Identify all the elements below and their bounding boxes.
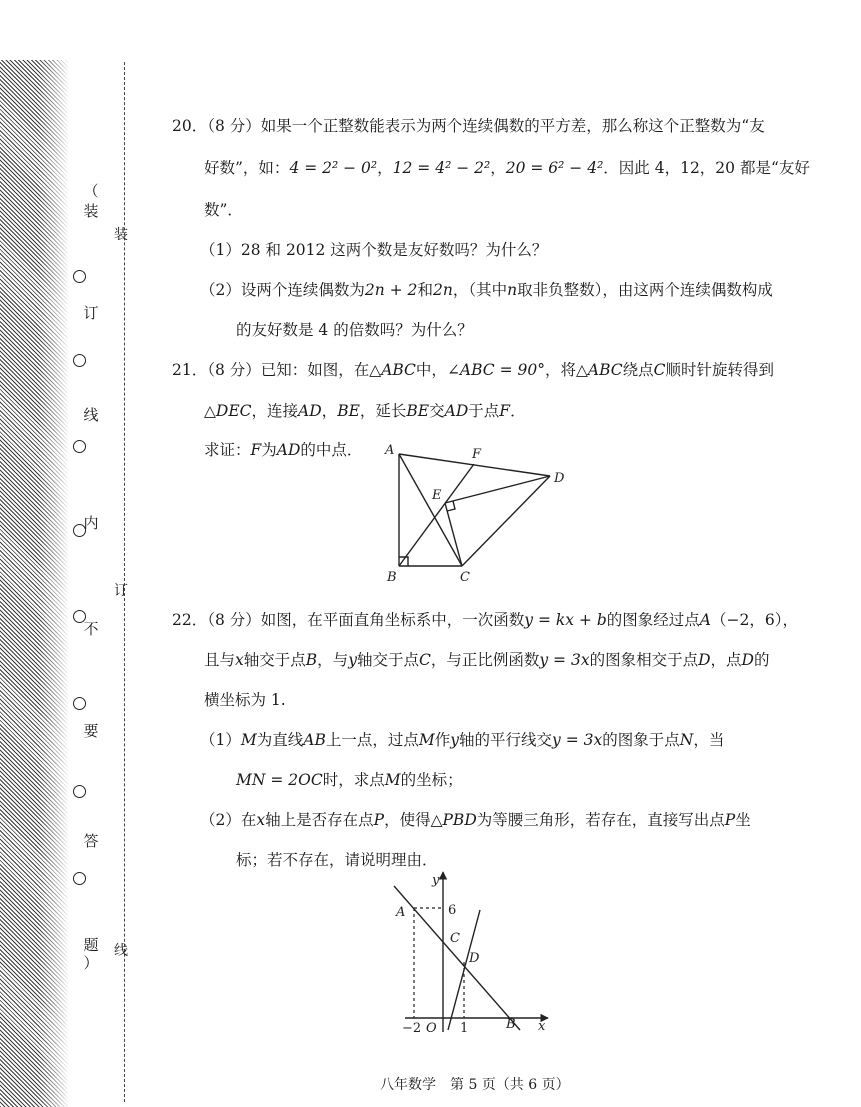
- cut-line-char: 装: [114, 227, 128, 243]
- graph-tick-6: 6: [448, 903, 457, 918]
- graph-label-y: y: [432, 873, 440, 888]
- cut-line-char: 订: [114, 583, 128, 599]
- binding-hole: [73, 872, 86, 885]
- line-ab: [394, 886, 520, 1030]
- graph-label-d: D: [469, 951, 480, 966]
- graph-tick-1: 1: [460, 1021, 469, 1036]
- q21-triangle-figure: [370, 436, 580, 588]
- binding-char: 题: [83, 936, 99, 954]
- binding-char: 不: [83, 620, 99, 638]
- q20-line2: 好数”，如：4 = 2² − 0²，12 = 4² − 2²，20 = 6² − 4²．因此 4，12，20 都是“友好: [204, 159, 810, 177]
- q22-part1-line2: MN = 2OC时，求点M的坐标；: [236, 771, 463, 789]
- binding-hole: [73, 270, 86, 283]
- page-footer: 八年数学 第 5 页（共 6 页）: [380, 1077, 570, 1093]
- q20-part1: （1）28 和 2012 这两个数是友好数吗？为什么？: [200, 241, 548, 259]
- q20-part2: （2）设两个连续偶数为2n + 2和2n，（其中n取非负整数），由这两个连续偶数构成: [200, 281, 773, 299]
- q20-eq3: 20 = 6² − 4²: [505, 159, 604, 177]
- binding-char: 内: [83, 514, 99, 532]
- q20-eq2: 12 = 4² − 2²: [392, 159, 491, 177]
- q22-line3: 横坐标为 1.: [204, 691, 286, 709]
- binding-open-paren: （: [83, 182, 99, 200]
- segment-ed: [445, 476, 550, 503]
- q22-line2: 且与x轴交于点B，与y轴交于点C，与正比例函数y = 3x的图象相交于点D，点D的: [204, 651, 770, 669]
- label-e: E: [432, 488, 442, 503]
- label-a: A: [385, 443, 395, 458]
- binding-hole: [73, 354, 86, 367]
- q20-part2-line2: 的友好数是 4 的倍数吗？为什么？: [236, 321, 473, 339]
- q22-line1: 22．（8 分）如图，在平面直角坐标系中，一次函数y = kx + b的图象经过点A（−2，6），: [172, 611, 798, 629]
- label-d: D: [554, 471, 565, 486]
- segment-cd: [462, 476, 550, 566]
- label-b: B: [387, 570, 397, 585]
- q21-line2: △DEC，连接AD，BE，延长BE交AD于点F．: [204, 402, 526, 420]
- q22-coordinate-graph: [380, 862, 560, 1042]
- segment-bf: [399, 464, 474, 566]
- q22-part2-line2: 标；若不存在，请说明理由．: [236, 851, 438, 869]
- graph-label-a: A: [396, 905, 406, 920]
- binding-hole: [73, 785, 86, 798]
- graph-label-b: B: [506, 1017, 516, 1032]
- binding-hole: [73, 440, 86, 453]
- q20-eq1: 4 = 2² − 0²: [289, 159, 378, 177]
- binding-char: 答: [83, 832, 99, 850]
- binding-hole: [73, 610, 86, 623]
- label-f: F: [472, 447, 482, 462]
- q22-part2: （2）在x轴上是否存在点P，使得△PBD为等腰三角形，若存在，直接写出点P坐: [200, 811, 751, 829]
- graph-label-o: O: [426, 1021, 437, 1036]
- binding-char: 要: [83, 722, 99, 740]
- q21-line1: 21．（8 分）已知：如图，在△ABC中，∠ABC = 90°，将△ABC绕点C顺时针旋转得到: [172, 361, 775, 379]
- q20-line1: 20．（8 分）如果一个正整数能表示为两个连续偶数的平方差，那么称这个正整数为“友: [172, 117, 765, 135]
- binding-hole: [73, 697, 86, 710]
- q21-line3: 求证：F为AD的中点．: [204, 441, 363, 459]
- binding-hole: [73, 524, 86, 537]
- graph-tick-neg2: −2: [402, 1021, 422, 1036]
- q22-part1: （1）M为直线AB上一点，过点M作y轴的平行线交y = 3x的图象于点N，当: [200, 731, 725, 749]
- binding-close-paren: ）: [83, 954, 99, 972]
- binding-char: 订: [83, 304, 99, 322]
- graph-label-x: x: [538, 1019, 546, 1034]
- binding-edge-curve: [0, 60, 70, 1107]
- binding-char: 线: [83, 406, 99, 424]
- label-c: C: [460, 570, 470, 585]
- segment-ec: [445, 503, 462, 566]
- graph-label-c: C: [450, 931, 460, 946]
- cut-line-char: 线: [114, 943, 128, 959]
- binding-char: 装: [83, 202, 99, 220]
- q20-line3: 数”．: [204, 201, 243, 219]
